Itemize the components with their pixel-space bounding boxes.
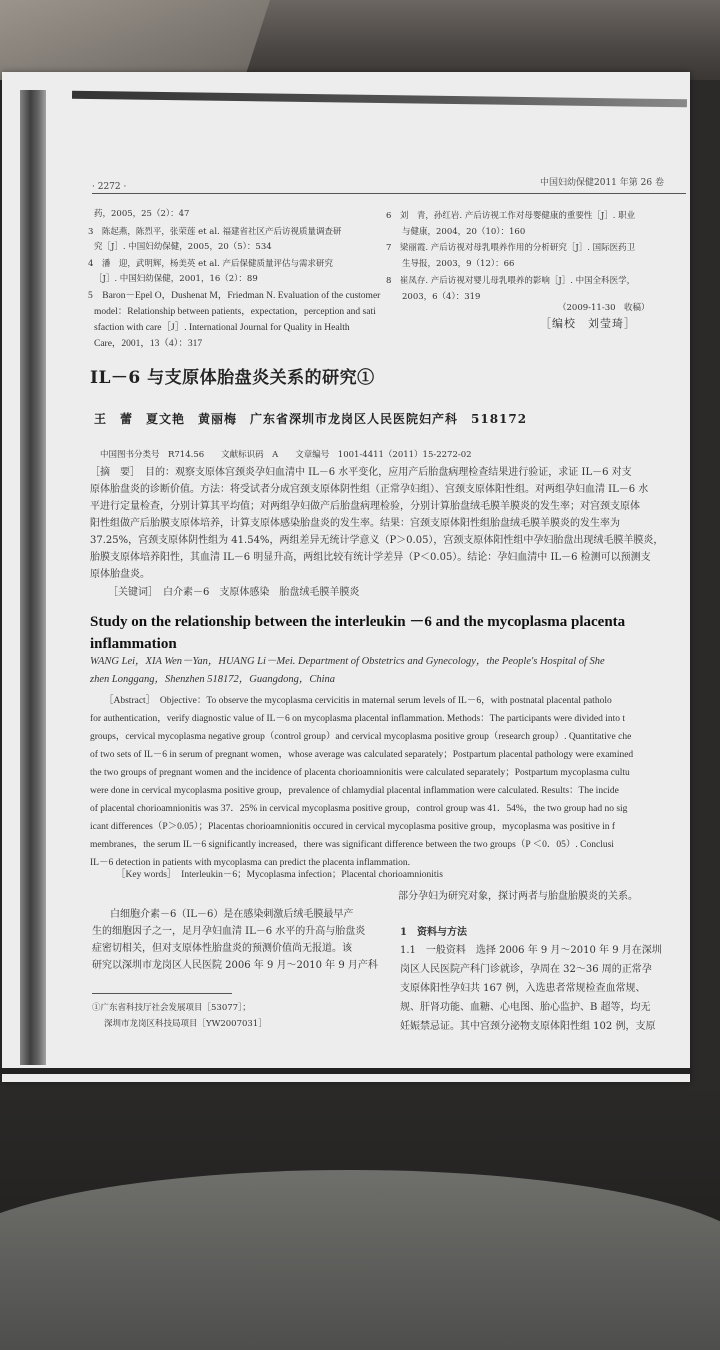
page-binding-shadow — [20, 90, 46, 1065]
abstract-en-line: icant differences（P＞0.05）；Placentas chorioamnionitis occured in cervical mycoplasma positive group，mycoplasma was positive in f — [90, 822, 616, 832]
body-text-line: 生的细胞因子之一，足月孕妇血清 IL－6 水平的升高与胎盘炎 — [92, 926, 366, 937]
reference-line: 生导报，2003，9（12）：66 — [402, 259, 515, 269]
abstract-en-line: groups，cervical mycoplasma negative group（control group）and cervical mycoplasma positive group（research group）. Quantitative che — [90, 732, 632, 742]
journal-header: 中国妇幼保健2011 年第 26 卷 — [540, 178, 664, 188]
abstract-en-line: the two groups of pregnant women and the incidence of placenta chorioamnionitis were calculated separately；Postpartum mycoplasma cultu — [90, 768, 630, 778]
abstract-cn-line: 37.25%，宫颈支原体阴性组为 41.54%，两组差异无统计学意义（P＞0.05），宫颈支原体阳性组中孕妇胎盘出现绒毛膜羊膜炎， — [90, 535, 664, 546]
body-text-line: 规、肝肾功能、血糖、心电图、胎心监护、B 超等，均无 — [400, 1002, 651, 1013]
abstract-cn-line: 原体胎盘炎。 — [90, 569, 150, 580]
body-text-line: 研究以深圳市龙岗区人民医院 2006 年 9 月～2010 年 9 月产科 — [92, 960, 378, 971]
reference-line: 药，2005，25（2）：47 — [94, 209, 190, 219]
abstract-cn-line: ［摘 要］ 目的：观察支原体宫颈炎孕妇血清中 IL－6 水平变化，应用产后胎盘病理检查结果进行验证，求证 IL－6 对支 — [90, 467, 632, 478]
classification-meta: 中国图书分类号 R714.56 文献标识码 A 文章编号 1001-4411（2011）15-2272-02 — [100, 450, 472, 460]
abstract-cn-line: 平进行定量检查，分别计算其平均值；对两组孕妇做产后胎盘病理检验，分别计算胎盘绒毛膜羊膜炎的发生率；对宫颈支原体 — [90, 501, 640, 512]
body-text-line: 症密切相关，但对支原体性胎盘炎的预测价值尚无报道。该 — [92, 943, 352, 954]
abstract-en-line: for authentication，verify diagnostic value of IL－6 on mycoplasma placental inflammation. Methods：The participants were divided into t — [90, 714, 626, 724]
reference-line: ［J］. 中国妇幼保健，2001，16（2）：89 — [94, 274, 258, 284]
body-text-line: 妊娠禁忌证。其中宫颈分泌物支原体阳性组 102 例，支原 — [400, 1021, 656, 1032]
footnote-rule — [92, 993, 232, 994]
background-card — [0, 0, 270, 80]
reference-line: 与健康，2004，20（10）：160 — [402, 227, 526, 237]
body-text-line: 部分孕妇为研究对象，探讨两者与胎盘胎膜炎的关系。 — [398, 891, 638, 902]
editor-signature: ［编校 刘莹琦］ — [540, 317, 636, 330]
keywords-en: ［Key words］ Interleukin－6；Mycoplasma infection；Placental chorioamnionitis — [116, 870, 443, 880]
section-heading: 1 资料与方法 — [400, 927, 467, 938]
reference-line: 7 梁丽霞. 产后访视对母乳喂养作用的分析研究［J］. 国际医药卫 — [386, 243, 636, 253]
reference-line: Care，2001，13（4）：317 — [94, 339, 203, 349]
article-title-en: Study on the relationship between the interleukin －6 and the mycoplasma placenta — [90, 614, 626, 630]
abstract-en-line: were done in cervical mycoplasma positive group，prevalence of chlamydial placental inflammation were calculated. Results：The incide — [90, 786, 619, 796]
keywords-cn: ［关键词］ 白介素－6 支原体感染 胎盘绒毛膜羊膜炎 — [108, 587, 360, 598]
reference-line: sfaction with care［J］. International Journal for Quality in Health — [94, 323, 350, 333]
reference-line: 4 潘 迎，武明辉，杨美英 et al. 产后保健质量评估与需求研究 — [88, 259, 333, 269]
reference-line: 2003，6（4）：319 — [402, 292, 481, 302]
body-text-line: 白细胞介素－6（IL－6）是在感染刺激后绒毛膜最早产 — [110, 909, 354, 920]
abstract-en-line: of placental chorioamnionitis was 37．25% in cervical mycoplasma positive group，control group was 41．54%，the two group had no sig — [90, 804, 628, 814]
abstract-cn-line: 原体胎盘炎的诊断价值。方法：将受试者分成宫颈支原体阴性组（正常孕妇组）、宫颈支原体阳性组。对两组孕妇血清 IL－6 水 — [90, 484, 649, 495]
authors-cn: 王 蕾 夏文艳 黄丽梅 广东省深圳市龙岗区人民医院妇产科 518172 — [94, 412, 528, 426]
abstract-en-line: ［Abstract］ Objective：To observe the mycoplasma cervicitis in maternal serum levels of IL－6，with postnatal placental patholo — [104, 696, 612, 706]
body-text-line: 岗区人民医院产科门诊就诊，孕周在 32～36 周的正常孕 — [400, 964, 652, 975]
reference-line: model：Relationship between patients，expectation，perception and sati — [94, 307, 376, 317]
reference-line: 5 Baron－Epel O，Dushenat M，Friedman N. Evaluation of the customer — [88, 291, 381, 301]
article-title-cn: IL－6 与支原体胎盘炎关系的研究① — [90, 368, 375, 388]
footnote-line: ①广东省科技厅社会发展项目［53077］； — [92, 1003, 251, 1013]
bottom-decorative-bar — [0, 1068, 690, 1074]
body-text-line: 支原体阳性孕妇共 167 例，入选患者常规检查血常规、 — [400, 983, 646, 994]
footnote-line: 深圳市龙岗区科技局项目［YW2007031］ — [104, 1019, 267, 1029]
reference-line: 3 陈起燕，陈烈平，张荣莲 et al. 福建省社区产后访视质量调查研 — [88, 227, 342, 237]
abstract-cn-line: 胎膜支原体培养阳性，其血清 IL－6 明显升高，两组比较有统计学差异（P＜0.05）。结论：孕妇血清中 IL－6 检测可以预测支 — [90, 552, 651, 563]
body-text-line: 1.1 一般资料 选择 2006 年 9 月～2010 年 9 月在深圳 — [400, 945, 662, 956]
abstract-cn-line: 阳性组做产后胎膜支原体培养，计算支原体感染胎盘炎的发生率。结果：宫颈支原体阳性组胎盘绒毛膜羊膜炎的发生率为 — [90, 518, 620, 529]
reference-line: 究［J］. 中国妇幼保健，2005，20（5）：534 — [94, 242, 272, 252]
authors-en-line2: zhen Longgang，Shenzhen 518172，Guangdong，China — [90, 674, 335, 685]
authors-en: WANG Lei，XIA Wen－Yan，HUANG Li－Mei. Department of Obstetrics and Gynecology，the People's Hospital of She — [90, 656, 605, 667]
reference-line: 6 刘 青，孙红岩. 产后访视工作对母婴健康的重要性［J］. 职业 — [386, 211, 636, 221]
abstract-en-line: IL－6 detection in patients with mycoplasma can predict the placenta inflammation. — [90, 858, 410, 868]
abstract-en-line: of two sets of IL－6 in serum of pregnant women，whose average was calculated separately；Postpartum placental pathology were examined — [90, 750, 634, 760]
page-number: · 2272 · — [92, 182, 127, 192]
abstract-en-line: membranes，the serum IL－6 significantly increased，there was significant difference between the two groups（P ＜0．05）. Conclusi — [90, 840, 614, 850]
background-cloth — [0, 1170, 720, 1350]
reference-line: 8 崔凤存. 产后访视对婴儿母乳喂养的影响［J］. 中国全科医学， — [386, 276, 636, 286]
article-title-en-line2: inflammation — [90, 636, 177, 652]
received-date: （2009-11-30 收稿） — [558, 303, 650, 313]
header-rule — [92, 193, 686, 194]
